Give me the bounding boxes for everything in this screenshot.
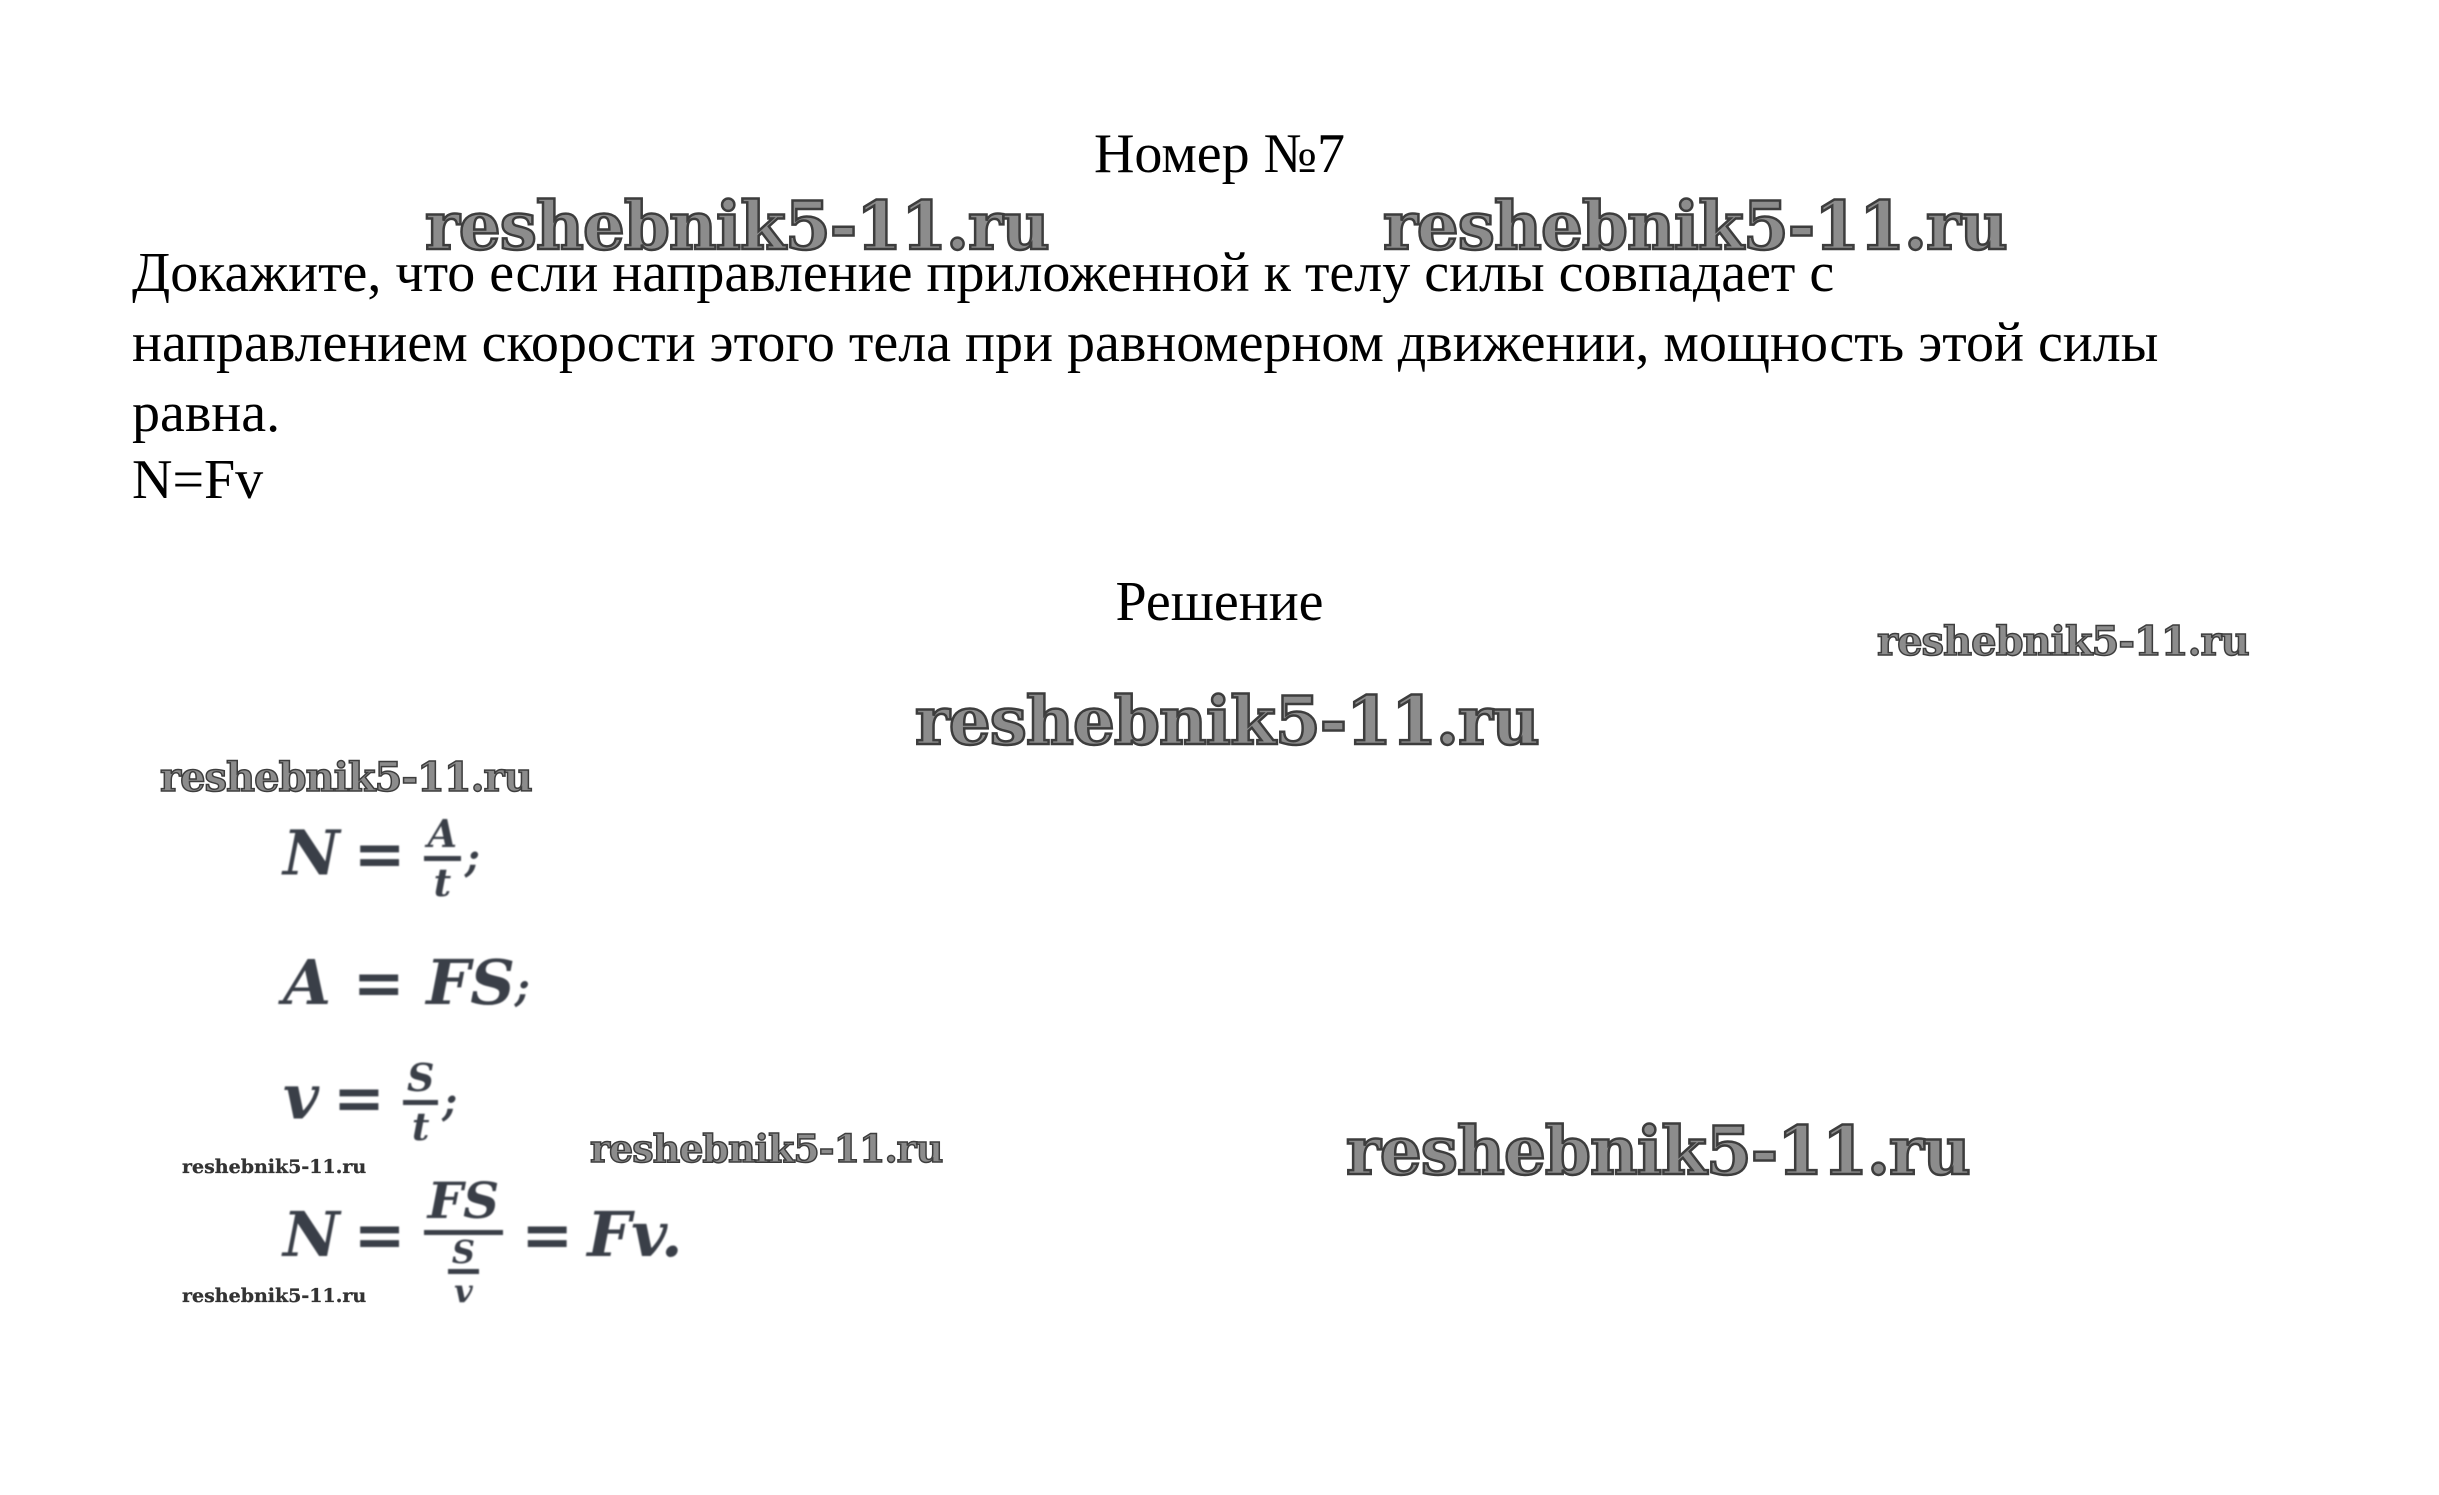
- formula-lhs: N: [283, 816, 340, 890]
- formula-lhs: N: [283, 1198, 340, 1271]
- watermark: reshebnik5-11.ru: [182, 1156, 367, 1178]
- fraction-denominator: t: [411, 1104, 430, 1149]
- formula-equals: =: [353, 816, 406, 890]
- formula-end: ;: [442, 1078, 458, 1126]
- page-title: Номер №7: [1093, 123, 1346, 185]
- fraction-numerator: S: [403, 1056, 438, 1105]
- watermark: reshebnik5-11.ru: [182, 1285, 367, 1307]
- watermark: reshebnik5-11.ru: [590, 1126, 943, 1171]
- solution-title: Решение: [1115, 571, 1324, 633]
- formula-equals: =: [521, 1198, 574, 1271]
- watermark: reshebnik5-11.ru: [425, 187, 1049, 265]
- formula-rhs: Fv: [587, 1198, 661, 1271]
- formula-end: .: [661, 1198, 683, 1271]
- watermark: reshebnik5-11.ru: [1346, 1112, 1970, 1190]
- formula-end: ;: [515, 964, 530, 1011]
- fraction-denominator: v: [454, 1272, 473, 1310]
- formula-equals: =: [353, 1198, 406, 1271]
- formula-end: ;: [465, 834, 480, 882]
- watermark: reshebnik5-11.ru: [1383, 187, 2007, 265]
- fraction: [403, 1056, 438, 1149]
- formula-power: [283, 812, 480, 905]
- watermark: reshebnik5-11.ru: [1877, 618, 2249, 665]
- watermark: reshebnik5-11.ru: [160, 754, 532, 801]
- fraction-denominator: t: [433, 860, 452, 905]
- formula-equals: =: [333, 1060, 385, 1134]
- nested-fraction: [448, 1235, 479, 1308]
- formula-work: [283, 946, 530, 1019]
- formula-text: A = FS: [283, 946, 516, 1019]
- fraction-denominator: [424, 1235, 504, 1308]
- formula-lhs: v: [283, 1060, 320, 1134]
- fraction-numerator: A: [424, 812, 461, 861]
- task-formula: N=Fv: [132, 449, 264, 511]
- fraction-numerator: FS: [424, 1172, 504, 1235]
- fraction: [424, 812, 461, 905]
- task-text: Докажите, что если направление приложенной к телу силы совпадает с направлением скорости этого тела при равномерном движении, мощность этой силы равна.: [132, 242, 2159, 444]
- fraction: [424, 1172, 504, 1308]
- watermark: reshebnik5-11.ru: [915, 682, 1539, 760]
- fraction-numerator: S: [448, 1235, 479, 1274]
- formula-velocity: [283, 1056, 457, 1149]
